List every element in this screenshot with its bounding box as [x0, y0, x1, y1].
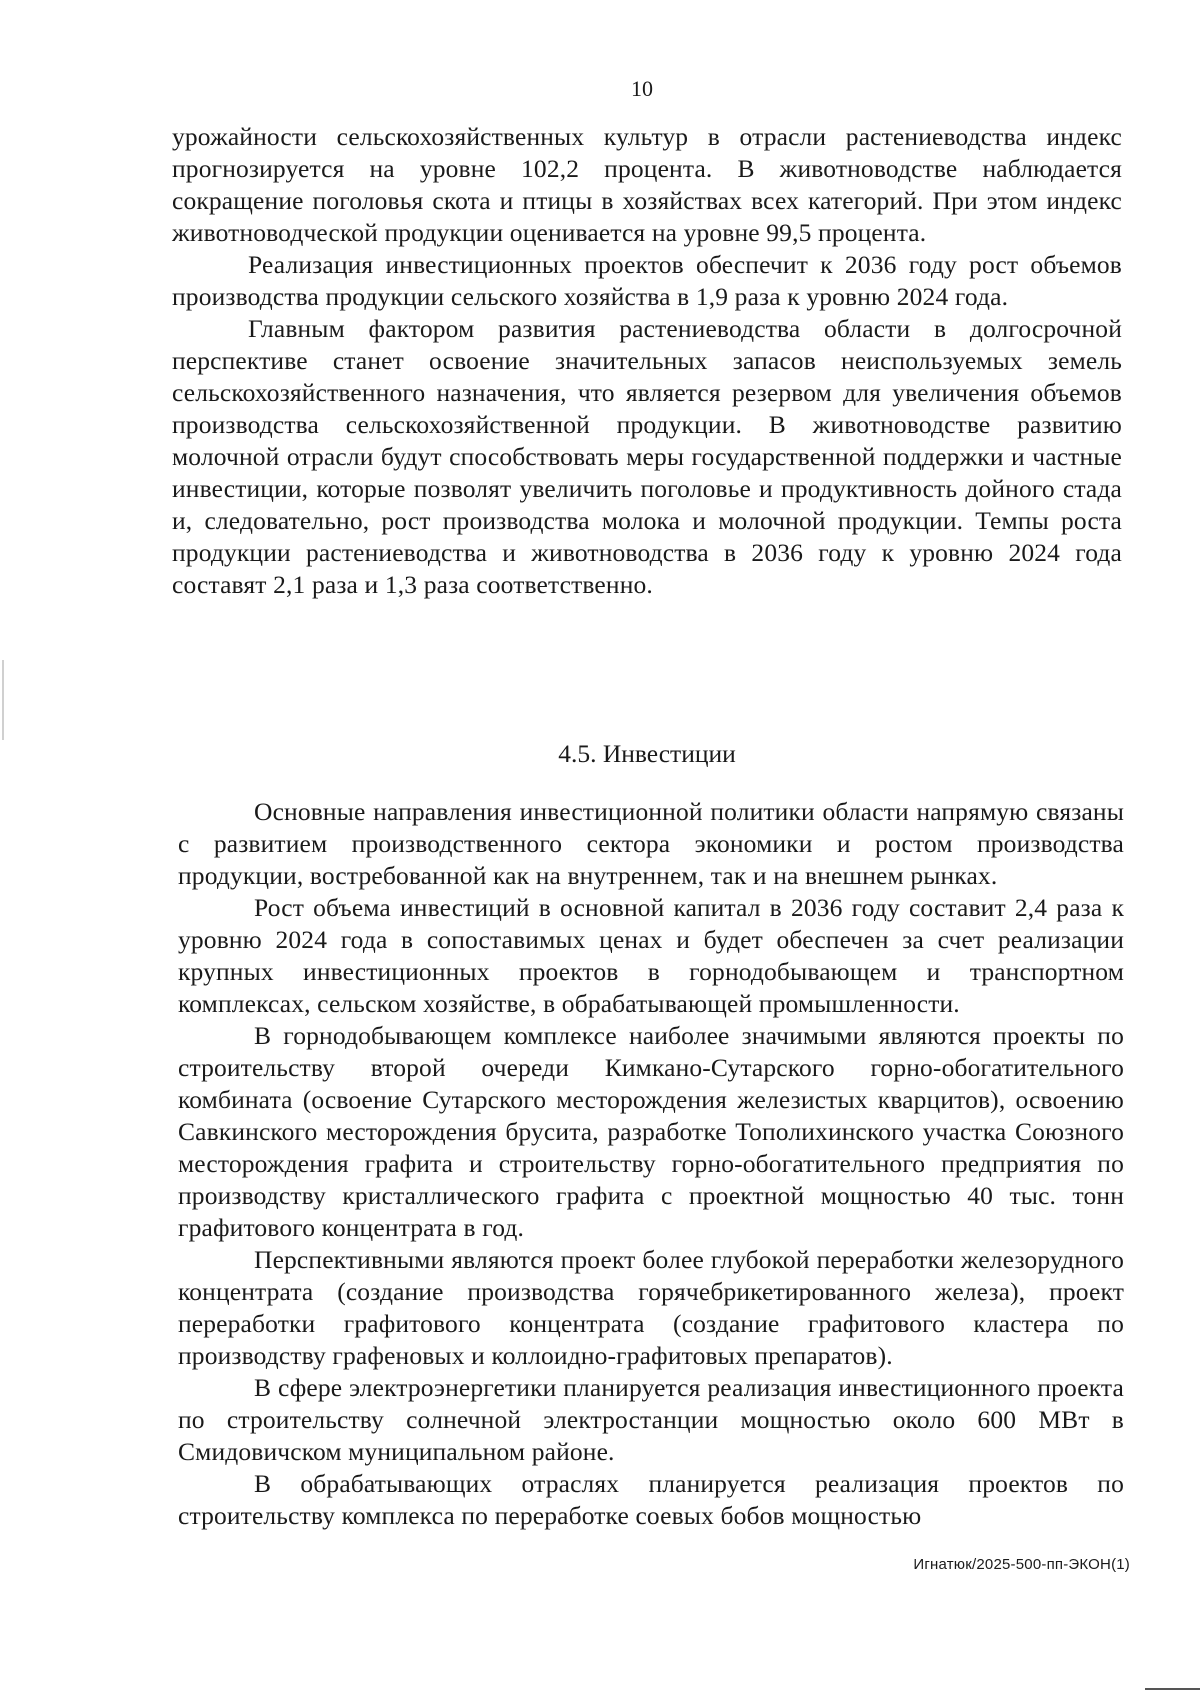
investments-text-block	[178, 796, 1124, 1532]
paragraph-energy: В сфере электроэнергетики планируется реализация инвестиционного проекта по строительству солнечной электростанции мощностью около 600 МВт в Смидовичском муниципальном районе.	[178, 1373, 1124, 1466]
paragraph-manufacturing: В обрабатывающих отраслях планируется реализация проектов по строительству комплекса по переработке соевых бобов мощностью	[178, 1469, 1124, 1530]
paragraph-yield: урожайности сельскохозяйственных культур в отрасли растениеводства индекс прогнозируется на уровне 102,2 процента. В животноводстве наблюдается сокращение поголовья скота и птицы в хозяйствах всех категорий. При этом индекс животноводческой продукции оценивается на уровне 99,5 процента.	[172, 122, 1122, 247]
paragraph-perspective-projects: Перспективными являются проект более глубокой переработки железорудного концентрата (создание производства горячебрикетированного железа), проект переработки графитового концентрата (создание графитового кластера по производству графеновых и коллоидно-графитовых препаратов).	[178, 1245, 1124, 1370]
paragraph-investment-policy: Основные направления инвестиционной политики области напрямую связаны с развитием производственного сектора экономики и ростом производства продукции, востребованной как на внутреннем, так и на внешнем рынках.	[178, 797, 1124, 890]
agriculture-text-block	[172, 121, 1122, 601]
paragraph-crop-development: Главным фактором развития растениеводства области в долгосрочной перспективе станет освоение значительных запасов неиспользуемых земель сельскохозяйственного назначения, что является резервом для увеличения объемов производства сельскохозяйственной продукции. В животноводстве развитию молочной отрасли будут способствовать меры государственной поддержки и частные инвестиции, которые позволят увеличить поголовье и продуктивность дойного стада и, следовательно, рост производства молока и молочной продукции. Темпы роста продукции растениеводства и животноводства в 2036 году к уровню 2024 года составят 2,1 раза и 1,3 раза соответственно.	[172, 314, 1122, 599]
section-heading-investments: 4.5. Инвестиции	[558, 739, 736, 768]
scan-edge-mark	[2, 660, 4, 740]
document-id: Игнатюк/2025-500-пп-ЭКОН(1)	[913, 1556, 1130, 1573]
page-bottom-rule	[1145, 1688, 1200, 1690]
paragraph-investment-projects-agriculture: Реализация инвестиционных проектов обеспечит к 2036 году рост объемов производства продукции сельского хозяйства в 1,9 раза к уровню 2024 года.	[172, 250, 1122, 311]
paragraph-capital-growth: Рост объема инвестиций в основной капитал в 2036 году составит 2,4 раза к уровню 2024 года в сопоставимых ценах и будет обеспечен за счет реализации крупных инвестиционных проектов в горнодобывающем и транспортном комплексах, сельском хозяйстве, в обрабатывающей промышленности.	[178, 893, 1124, 1018]
paragraph-mining-projects: В горнодобывающем комплексе наиболее значимыми являются проекты по строительству второй очереди Кимкано-Сутарского горно-обогатительного комбината (освоение Сутарского месторождения железистых кварцитов), освоению Савкинского месторождения брусита, разработке Тополихинского участка Союзного месторождения графита и строительству горно-обогатительного предприятия по производству кристаллического графита с проектной мощностью 40 тыс. тонн графитового концентрата в год.	[178, 1021, 1124, 1242]
page-number: 10	[631, 76, 653, 101]
